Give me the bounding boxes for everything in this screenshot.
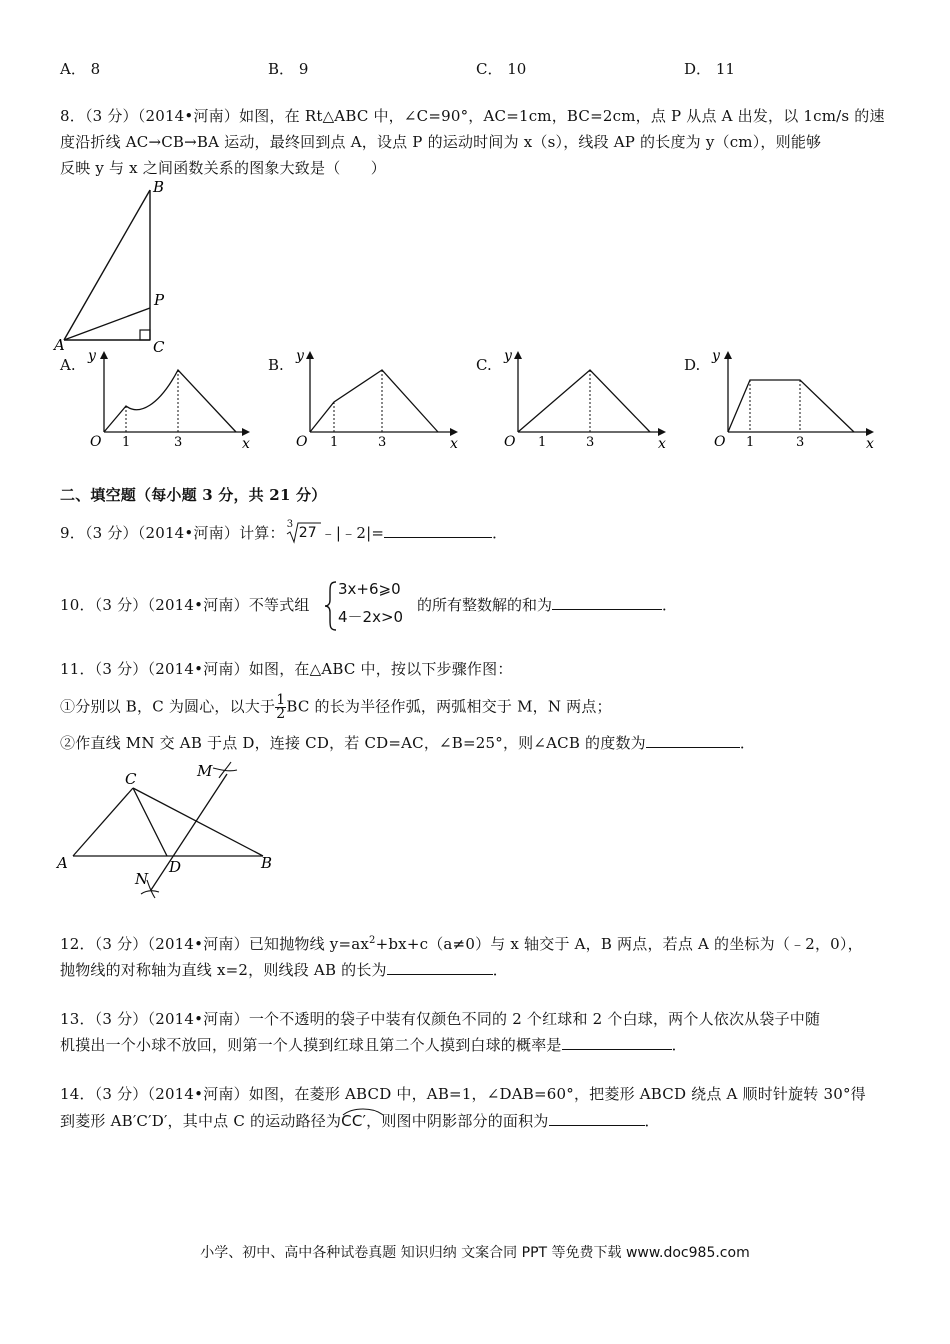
q9-answer-blank[interactable] bbox=[384, 523, 492, 538]
svg-text:x: x bbox=[450, 436, 458, 450]
svg-text:A: A bbox=[57, 854, 68, 872]
label-b: B bbox=[153, 178, 165, 196]
q14-line1: 14．（3 分）（2014•河南）如图，在菱形 ABCD 中，AB=1，∠DAB=60°，把菱形 ABCD 绕点 A 顺时针旋转 30°得 bbox=[60, 1085, 866, 1103]
label-p: P bbox=[154, 291, 165, 309]
svg-text:3: 3 bbox=[378, 435, 387, 450]
q8-line1: 8．（3 分）（2014•河南）如图，在 Rt△ABC 中，∠C=90°，AC=1cm，BC=2cm，点 P 从点 A 出发，以 1cm/s 的速 bbox=[60, 107, 885, 125]
section-heading: 二、填空题（每小题 3 分，共 21 分） bbox=[60, 486, 327, 504]
q8-graph-a-letter: A. bbox=[60, 356, 76, 374]
svg-text:1: 1 bbox=[122, 435, 131, 450]
arc-cc: CC′ bbox=[341, 1112, 366, 1130]
q12-line2: 抛物线的对称轴为直线 x=2，则线段 AB 的长为 ． bbox=[60, 961, 508, 979]
svg-text:y: y bbox=[712, 348, 720, 364]
label-a: A bbox=[54, 336, 65, 354]
svg-text:1: 1 bbox=[746, 435, 755, 450]
svg-text:M: M bbox=[197, 762, 213, 780]
svg-text:3: 3 bbox=[586, 435, 595, 450]
label-c: C bbox=[153, 338, 165, 356]
svg-text:B: B bbox=[261, 854, 273, 872]
q8-graph-a bbox=[84, 346, 254, 450]
q11-step2: ②作直线 MN 交 AB 于点 D，连接 CD，若 CD=AC，∠B=25°，则∠ACB 的度数为 ． bbox=[60, 734, 756, 752]
svg-text:y: y bbox=[296, 348, 304, 364]
svg-text:1: 1 bbox=[538, 435, 547, 450]
svg-text:C: C bbox=[125, 770, 137, 788]
q13-line1: 13．（3 分）（2014•河南）一个不透明的袋子中装有仅颜色不同的 2 个红球和 2 个白球，两个人依次从袋子中随 bbox=[60, 1010, 821, 1028]
svg-text:O: O bbox=[504, 434, 516, 450]
q8-graph-c bbox=[500, 346, 670, 450]
svg-text:D: D bbox=[169, 858, 182, 876]
svg-text:O: O bbox=[90, 434, 102, 450]
svg-text:x: x bbox=[242, 436, 250, 450]
svg-text:3: 3 bbox=[796, 435, 805, 450]
q11-step1: ①分别以 B，C 为圆心，以大于 $\frac{1}{2}$ BC 的长为半径作弧，两弧相交于 M，N 两点； bbox=[60, 692, 612, 722]
q8-graph-d bbox=[708, 346, 878, 450]
q13-answer-blank[interactable] bbox=[562, 1035, 672, 1050]
q7-option-b: B． 9 bbox=[268, 60, 309, 78]
q8-graph-b bbox=[292, 346, 462, 450]
svg-text:O: O bbox=[714, 434, 726, 450]
q8-triangle-figure bbox=[50, 178, 190, 356]
svg-text:y: y bbox=[88, 348, 96, 364]
q10-inequality-1: 3x+6⩾0 bbox=[338, 580, 401, 598]
q10-inequality-2: 4－2x>0 bbox=[338, 608, 404, 626]
q8-line3: 反映 y 与 x 之间函数关系的图象大致是（ ） bbox=[60, 159, 387, 177]
svg-text:x: x bbox=[866, 436, 874, 450]
svg-text:y: y bbox=[504, 348, 512, 364]
q10-suffix: 的所有整数解的和为 ． bbox=[417, 596, 678, 614]
page-footer: 小学、初中、高中各种试卷真题 知识归纳 文案合同 PPT 等免费下载 www.doc985.com bbox=[200, 1245, 750, 1261]
q11-line1: 11．（3 分）（2014•河南）如图，在△ABC 中，按以下步骤作图： bbox=[60, 660, 513, 678]
q12-line1: 12．（3 分）（2014•河南）已知抛物线 $y=ax^2+bx+c(a\ne 0)$与 x 轴交于 A，B 两点，若点 A 的坐标为（﹣2，0）， bbox=[60, 935, 863, 953]
q9-line: 9．（3 分）（2014•河南）计算： 3 27 ﹣|﹣2|= ． bbox=[60, 519, 508, 542]
q7-option-d: D． 11 bbox=[684, 60, 735, 78]
q7-option-a: A． 8 bbox=[60, 60, 101, 78]
svg-text:O: O bbox=[296, 434, 308, 450]
svg-text:x: x bbox=[658, 436, 666, 450]
q13-line2: 机摸出一个小球不放回，则第一个人摸到红球且第二个人摸到白球的概率是 ． bbox=[60, 1036, 687, 1054]
svg-text:3: 3 bbox=[174, 435, 183, 450]
svg-text:N: N bbox=[135, 870, 149, 888]
q8-graph-d-letter: D. bbox=[684, 356, 701, 374]
q7-option-c: C． 10 bbox=[476, 60, 527, 78]
q11-answer-blank[interactable] bbox=[646, 733, 740, 748]
q8-graph-b-letter: B. bbox=[268, 356, 284, 374]
q8-graph-c-letter: C. bbox=[476, 356, 492, 374]
q11-figure bbox=[55, 760, 285, 900]
q14-line2: 到菱形 AB′C′D′，其中点 C 的运动路径为 CC′，则图中阴影部分的面积为 ． bbox=[60, 1110, 660, 1131]
fraction-half: $\frac{1}{2}$ bbox=[276, 692, 286, 722]
q14-answer-blank[interactable] bbox=[549, 1111, 645, 1126]
q12-answer-blank[interactable] bbox=[387, 960, 493, 975]
svg-text:1: 1 bbox=[330, 435, 339, 450]
q10-prefix: 10．（3 分）（2014•河南）不等式组 bbox=[60, 596, 310, 614]
q8-line2: 度沿折线 AC→CB→BA 运动，最终回到点 A，设点 P 的运动时间为 x（s），线段 AP 的长度为 y（cm），则能够 bbox=[60, 133, 822, 151]
cube-root: 3 27 bbox=[285, 525, 321, 543]
q10-answer-blank[interactable] bbox=[552, 595, 662, 610]
